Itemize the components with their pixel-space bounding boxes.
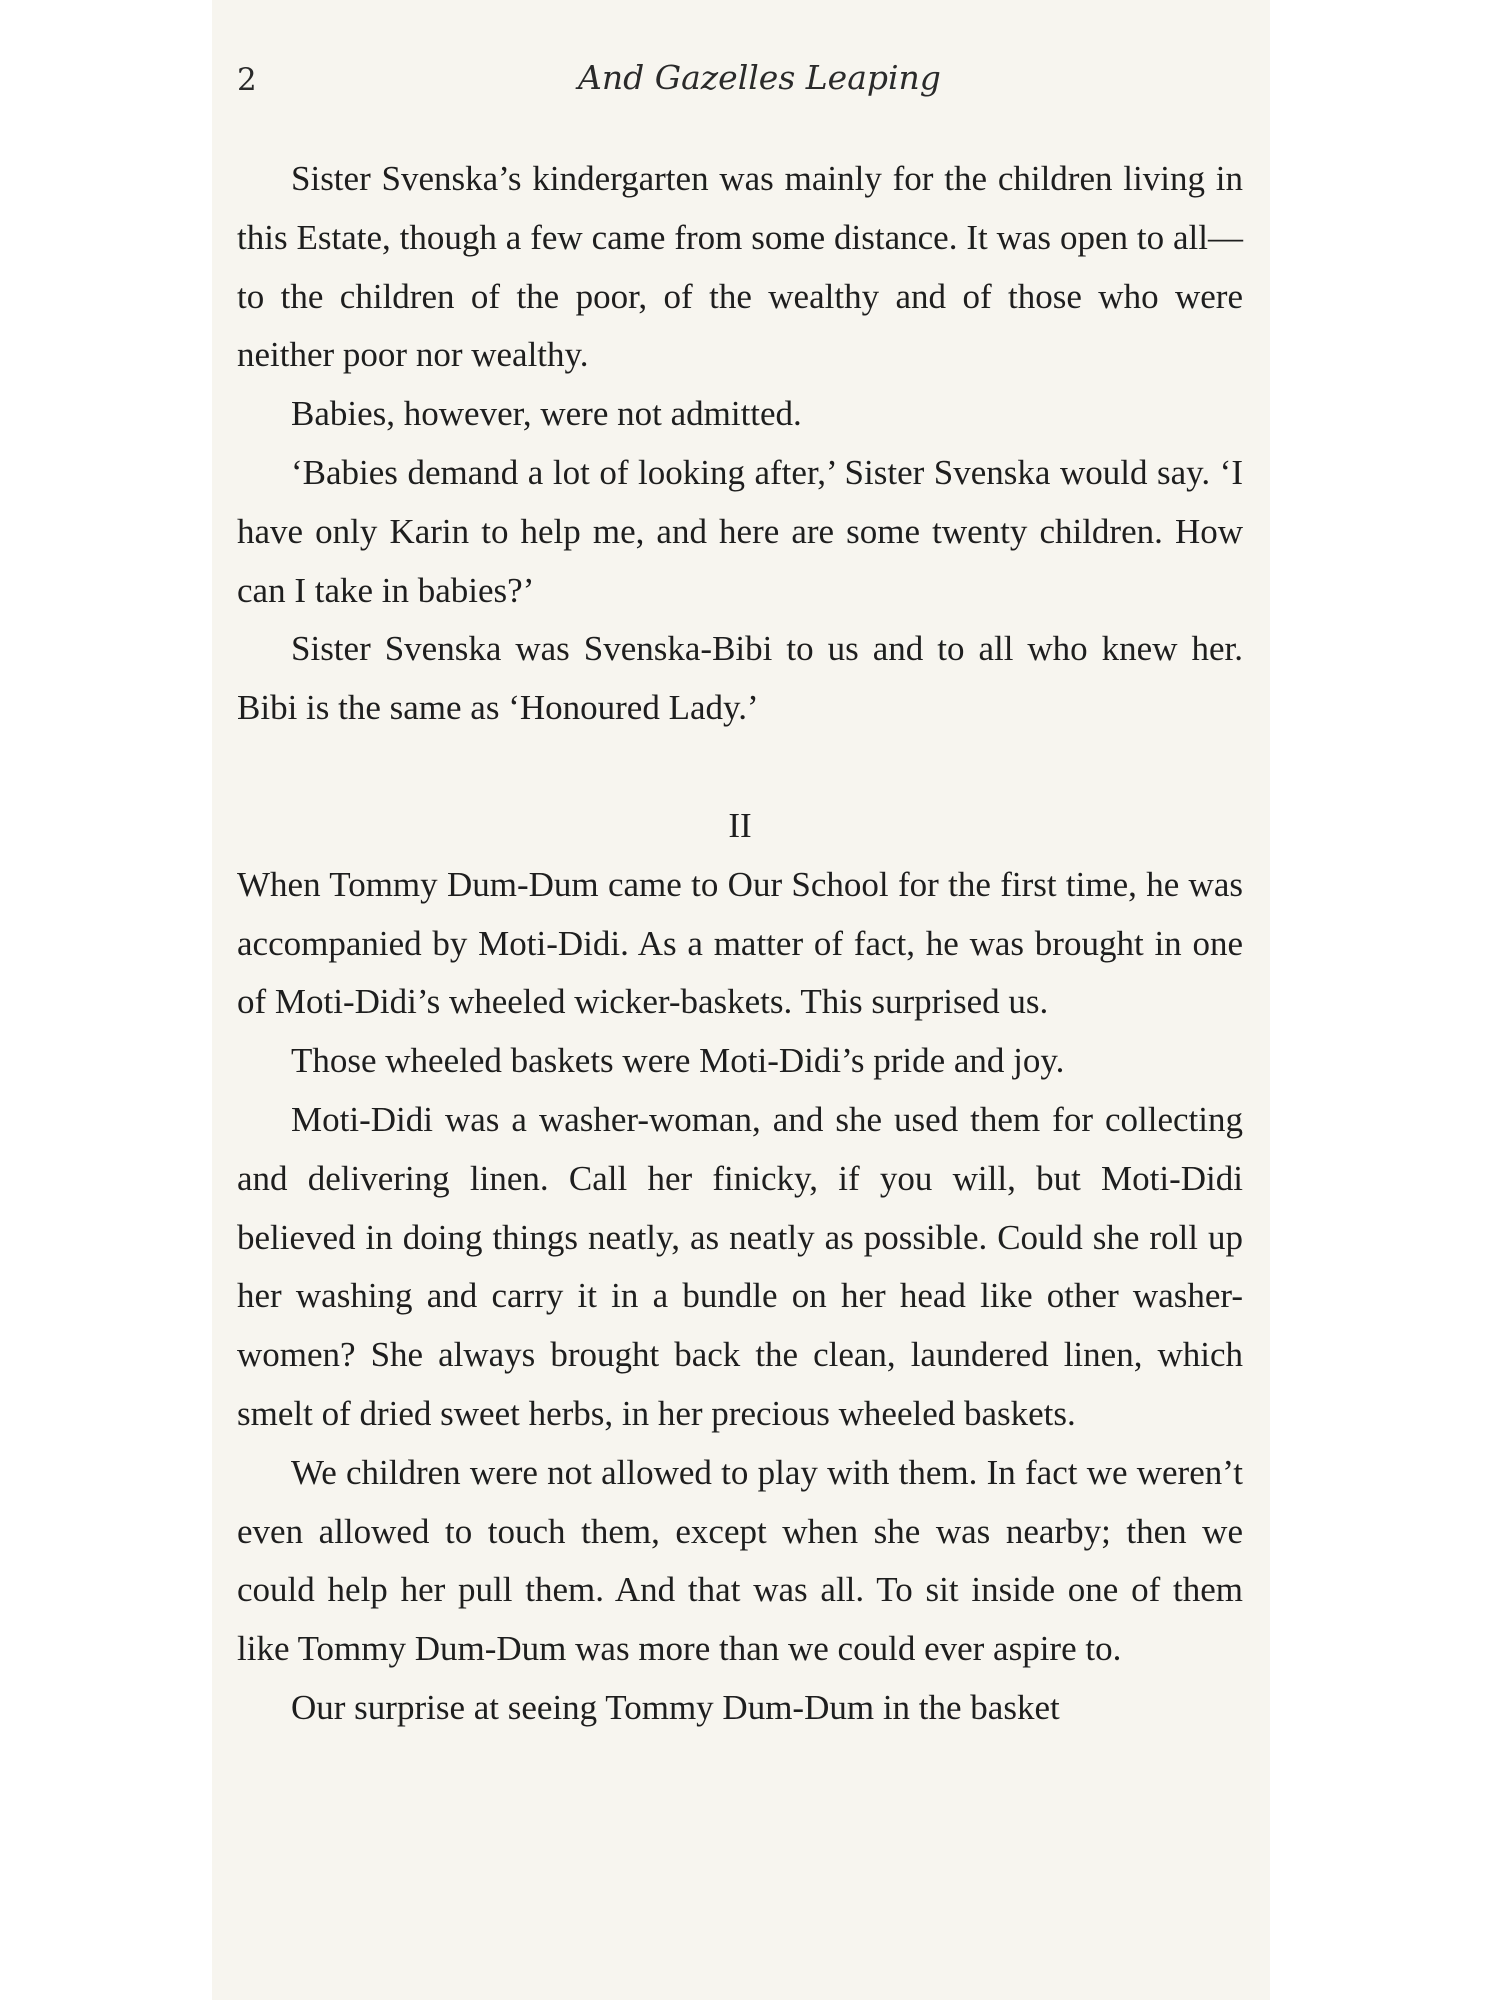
- paragraph: Sister Svenska was Svenska-Bibi to us and to all who knew her. Bibi is the same as ‘Honoured Lady.’: [237, 629, 1243, 728]
- paragraph: Those wheeled baskets were Moti-Didi’s pride and joy.: [291, 1041, 1065, 1081]
- book-page: [212, 0, 1270, 2000]
- page-number: 2: [237, 62, 257, 98]
- paragraph: We children were not allowed to play with them. In fact we weren’t even allowed to touch them, except when she was nearby; then we could help her pull them. And that was all. To sit inside one of them like Tommy Dum-Dum was more than we could ever aspire to.: [237, 1452, 1243, 1669]
- paragraph: Babies, however, were not admitted.: [291, 394, 802, 434]
- section-heading: II: [728, 805, 752, 845]
- paragraph: When Tommy Dum-Dum came to Our School for the first time, he was accompanied by Moti-Didi. As a matter of fact, he was brought in one of Moti-Didi’s wheeled wicker-baskets. This surprised us.: [237, 864, 1243, 1022]
- page-body: [237, 150, 1243, 1738]
- paragraph: Sister Svenska’s kindergarten was mainly for the children living in this Estate, though a few came from some distance. It was open to all—to the children of the poor, of the wealthy and of those who were neither poor nor wealthy.: [237, 159, 1243, 375]
- running-title: And Gazelles Leaping: [578, 58, 941, 97]
- page-header: [237, 58, 1242, 108]
- paragraph: Moti-Didi was a washer-woman, and she used them for collecting and delivering linen. Call her finicky, if you will, but Moti-Didi believed in doing things neatly, as neatly as possible. Could she roll up her washing and carry it in a bundle on her head like other washer-women? She always brought back the clean, laundered linen, which smelt of dried sweet herbs, in her precious wheeled baskets.: [237, 1099, 1243, 1433]
- paragraph: ‘Babies demand a lot of looking after,’ Sister Svenska would say. ‘I have only Karin to help me, and here are some twenty children. How can I take in babies?’: [237, 452, 1243, 610]
- paragraph: Our surprise at seeing Tommy Dum-Dum in the basket: [291, 1687, 1060, 1727]
